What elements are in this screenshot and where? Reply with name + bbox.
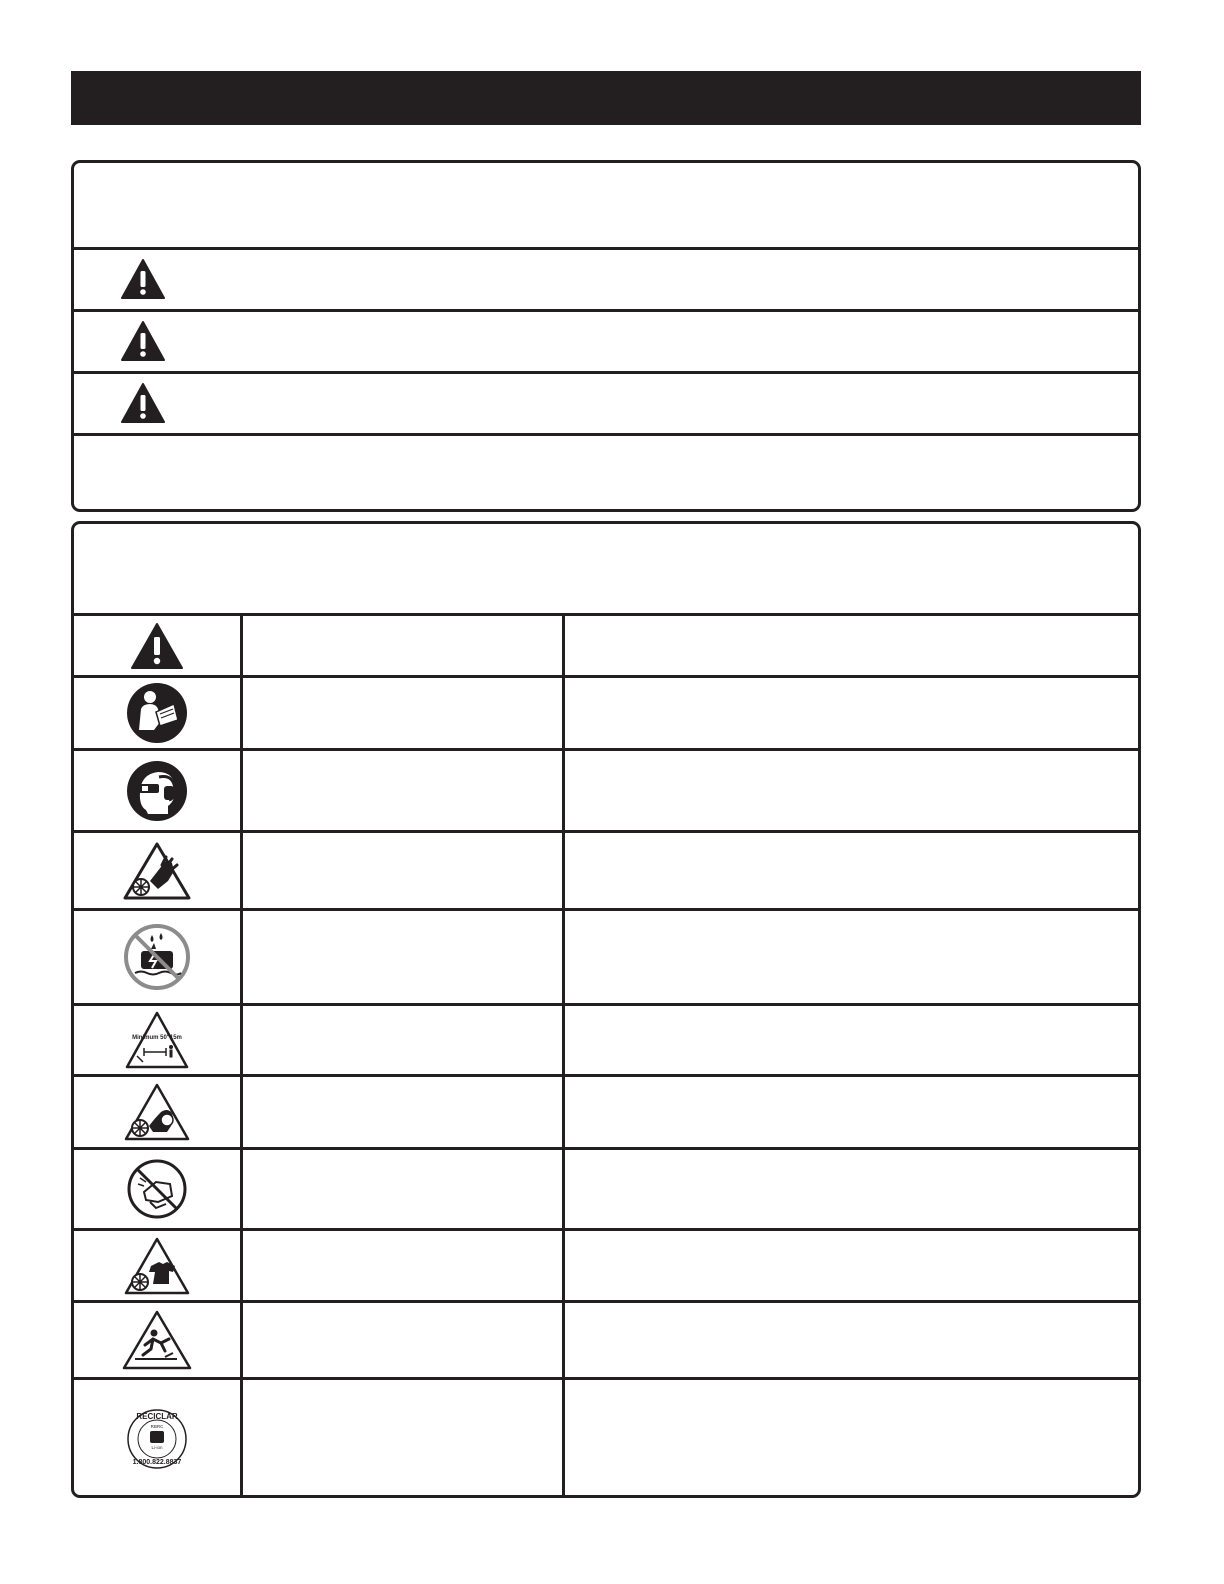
symbols-table-box	[71, 521, 1141, 1498]
symbol-meaning	[576, 1077, 1126, 1147]
fan-blade-hand-hazard-icon	[122, 841, 192, 901]
safety-alert-icon	[130, 622, 184, 670]
keep-bystanders-away-icon	[124, 1010, 190, 1070]
symbol-meaning	[576, 1380, 1126, 1498]
table-row	[74, 1380, 240, 1498]
symbol-meaning	[576, 833, 1126, 908]
symbol-name	[254, 1150, 554, 1228]
signal-word-row	[74, 250, 1138, 309]
table-row	[74, 616, 240, 675]
symbol-meaning	[576, 1231, 1126, 1300]
symbol-name	[254, 1077, 554, 1147]
signal-word-text	[194, 374, 1118, 433]
symbol-name	[254, 678, 554, 748]
signal-word-text	[194, 312, 1118, 371]
no-rain-wet-conditions-icon	[123, 923, 191, 991]
symbol-name	[254, 616, 554, 675]
symbol-name	[254, 911, 554, 1003]
seal-chem-text: Li-ion	[151, 1445, 163, 1450]
no-blowing-toward-people-icon	[126, 1158, 188, 1220]
symbols-intro	[94, 524, 1118, 613]
table-row	[74, 833, 240, 908]
table-row	[74, 911, 240, 1003]
long-hair-hazard-icon	[123, 1082, 191, 1142]
read-manual-icon	[126, 682, 188, 744]
symbol-meaning	[576, 751, 1126, 830]
table-row	[74, 1231, 240, 1300]
symbol-name	[254, 1006, 554, 1074]
minimum-distance-label: Minimum 50' 15m	[132, 1035, 182, 1041]
signal-word-row	[74, 374, 1138, 433]
seal-org-text: RBRC	[150, 1424, 164, 1429]
warning-triangle-icon	[120, 382, 166, 424]
symbol-meaning	[576, 1303, 1126, 1377]
table-row	[74, 678, 240, 748]
symbol-name	[254, 751, 554, 830]
section-header-bar	[71, 71, 1141, 125]
symbol-meaning	[576, 1006, 1126, 1074]
table-row	[74, 1077, 240, 1147]
signal-words-intro	[94, 163, 1118, 247]
table-row	[74, 1006, 240, 1074]
loose-clothing-hazard-icon	[123, 1236, 191, 1296]
symbol-name	[254, 1380, 554, 1498]
table-row	[74, 1150, 240, 1228]
signal-words-box	[71, 160, 1141, 512]
table-row	[74, 1303, 240, 1377]
signal-word-row	[74, 312, 1138, 371]
symbol-meaning	[576, 678, 1126, 748]
symbol-name	[254, 1231, 554, 1300]
symbol-meaning	[576, 1150, 1126, 1228]
seal-top-text: RECICLAR	[136, 1412, 178, 1421]
slip-fall-hazard-icon	[121, 1309, 193, 1371]
symbol-name	[254, 1303, 554, 1377]
symbol-name	[254, 833, 554, 908]
signal-words-footer	[94, 436, 1118, 509]
symbol-meaning	[576, 911, 1126, 1003]
rbrc-recycle-seal-icon	[126, 1408, 188, 1470]
warning-triangle-icon	[120, 258, 166, 300]
symbol-meaning	[576, 616, 1126, 675]
table-row	[74, 751, 240, 830]
seal-phone-text: 1.800.822.8837	[132, 1459, 182, 1466]
warning-triangle-icon	[120, 320, 166, 362]
signal-word-text	[194, 250, 1118, 309]
eye-ear-protection-icon	[126, 760, 188, 822]
